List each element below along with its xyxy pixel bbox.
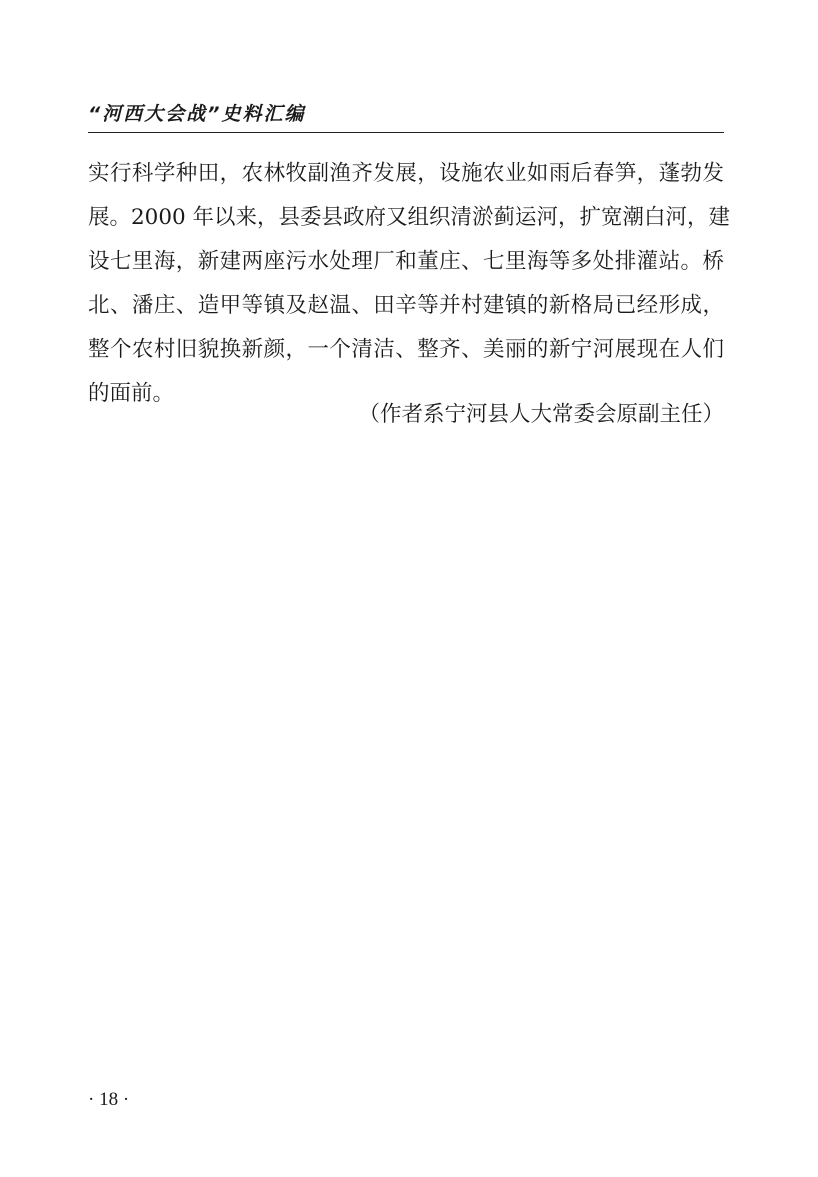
body-line: 设七里海，新建两座污水处理厂和董庄、七里海等多处排灌站。桥 xyxy=(88,249,724,274)
body-line: 实行科学种田，农林牧副渔齐发展，设施农业如雨后春笋，蓬勃发 xyxy=(88,161,724,186)
book-title: “河西大会战”史料汇编 xyxy=(88,103,306,125)
body-line: 的面前。 xyxy=(88,381,175,406)
author-byline: （作者系宁河县人大常委会原副主任） xyxy=(358,402,724,427)
body-line: 展。2000 年以来，县委县政府又组织清淤蓟运河，扩宽潮白河，建 xyxy=(88,205,731,230)
running-header xyxy=(88,98,724,133)
article-body xyxy=(88,152,731,416)
page-number: · 18 · xyxy=(88,1089,130,1110)
body-line: 北、潘庄、造甲等镇及赵温、田辛等并村建镇的新格局已经形成， xyxy=(88,293,724,318)
body-line: 整个农村旧貌换新颜，一个清洁、整齐、美丽的新宁河展现在人们 xyxy=(88,337,724,362)
